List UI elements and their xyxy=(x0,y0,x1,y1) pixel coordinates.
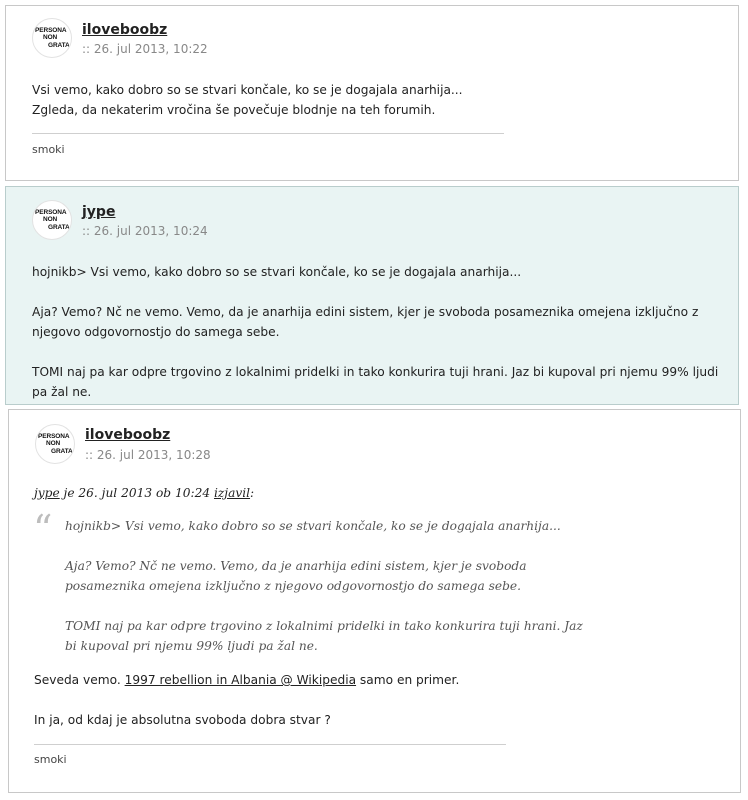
signature: smoki xyxy=(32,143,65,156)
signature-separator xyxy=(34,744,506,745)
forum-post xyxy=(5,186,739,405)
quote-user-link[interactable]: jype xyxy=(34,486,60,500)
signature-separator xyxy=(32,133,504,134)
post-body: Vsi vemo, kako dobro so se stvari končale, ko se je dogajala anarhija... Zgleda, da nekaterim vročina še povečuje blodnje na teh forumih. xyxy=(32,83,463,117)
post-author-link[interactable]: jype xyxy=(82,204,116,220)
blockquote: hojnikb> Vsi vemo, kako dobro so se stvari končale, ko se je dogajala anarhija... Aja? Vemo? Nč ne vemo. Vemo, da je anarhija edini sistem, kjer je svoboda posameznika omejena izključno z njegovo odgovornostjo do samega sebe. TOMI naj pa kar odpre trgovino z lokalnimi pridelki in tako konkurira tuji hrani. Jaz bi kupoval pri njemu 99% ljudi pa žal ne. xyxy=(65,519,583,653)
avatar[interactable]: PERSONA NON GRATA xyxy=(32,200,72,240)
post-author-link[interactable]: iloveboobz xyxy=(82,22,168,38)
quote-header: jype je 26. jul 2013 ob 10:24 izjavil: xyxy=(34,486,255,500)
forum-post xyxy=(8,409,741,793)
post-body: Seveda vemo. 1997 rebellion in Albania @ Wikipedia samo en primer. In ja, od kdaj je absolutna svoboda dobra stvar ? xyxy=(34,673,460,727)
signature: smoki xyxy=(34,753,67,766)
post-date: :: 26. jul 2013, 10:28 xyxy=(85,448,211,462)
forum-post xyxy=(5,5,739,181)
post-author-link[interactable]: iloveboobz xyxy=(85,427,171,443)
avatar[interactable]: PERSONA NON GRATA xyxy=(32,18,72,58)
post-body: hojnikb> Vsi vemo, kako dobro so se stvari končale, ko se je dogajala anarhija... Aja? Vemo? Nč ne vemo. Vemo, da je anarhija edini sistem, kjer je svoboda posameznika omejena izključno z njegovo odgovornostjo do samega sebe. TOMI naj pa kar odpre trgovino z lokalnimi pridelki in tako konkurira tuji hrani. Jaz bi kupoval pri njemu 99% ljudi pa žal ne. xyxy=(32,265,719,399)
quote-source-link[interactable]: izjavil xyxy=(213,486,251,500)
post-date: :: 26. jul 2013, 10:22 xyxy=(82,42,208,56)
quote-mark-icon: “ xyxy=(33,507,53,551)
avatar[interactable]: PERSONA NON GRATA xyxy=(35,424,75,464)
wikipedia-link[interactable]: 1997 rebellion in Albania @ Wikipedia xyxy=(124,673,357,687)
post-date: :: 26. jul 2013, 10:24 xyxy=(82,224,208,238)
